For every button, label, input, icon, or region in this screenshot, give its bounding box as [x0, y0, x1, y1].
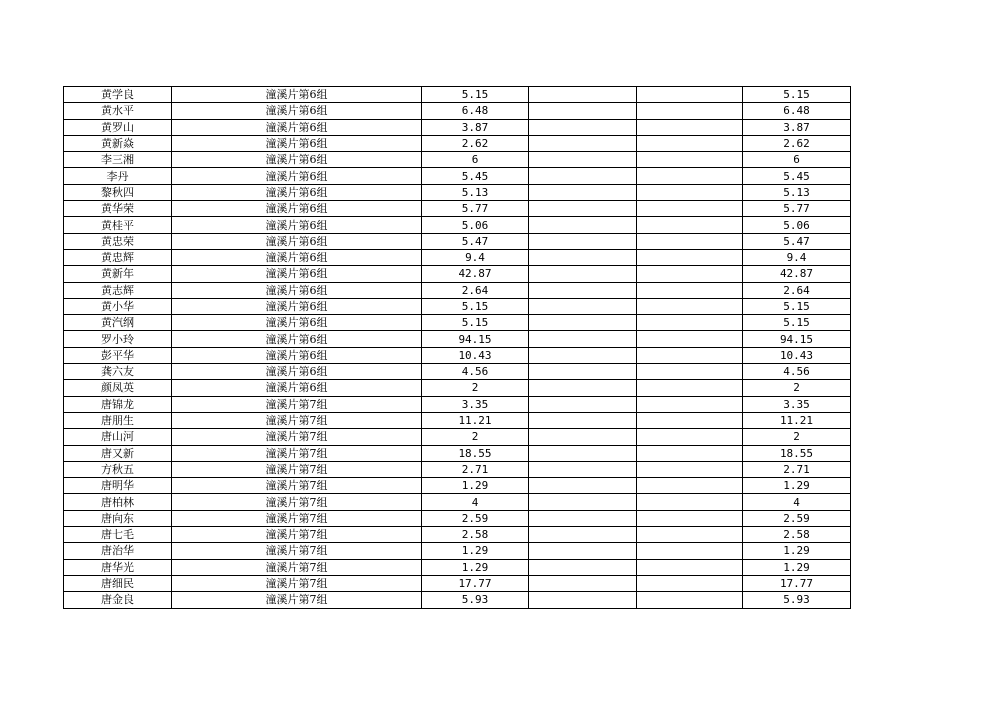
area-cell: 3.35	[422, 396, 529, 412]
group-cell: 潼溪片第7组	[172, 396, 422, 412]
table-row	[64, 461, 851, 477]
empty-cell	[529, 217, 637, 233]
total-cell: 9.4	[743, 249, 851, 265]
area-cell: 5.06	[422, 217, 529, 233]
group-cell: 潼溪片第6组	[172, 168, 422, 184]
area-cell: 17.77	[422, 575, 529, 591]
area-cell: 2.64	[422, 282, 529, 298]
total-cell: 42.87	[743, 266, 851, 282]
total-cell: 4	[743, 494, 851, 510]
group-cell: 潼溪片第6组	[172, 217, 422, 233]
empty-cell	[529, 396, 637, 412]
area-cell: 6.48	[422, 103, 529, 119]
empty-cell	[637, 103, 743, 119]
empty-cell	[637, 494, 743, 510]
table-row	[64, 135, 851, 151]
table-row	[64, 184, 851, 200]
empty-cell	[529, 412, 637, 428]
empty-cell	[637, 233, 743, 249]
area-cell: 1.29	[422, 478, 529, 494]
empty-cell	[529, 103, 637, 119]
name-cell: 黄华荣	[64, 201, 172, 217]
name-cell: 黄新年	[64, 266, 172, 282]
total-cell: 4.56	[743, 364, 851, 380]
table-row	[64, 103, 851, 119]
total-cell: 6.48	[743, 103, 851, 119]
empty-cell	[637, 412, 743, 428]
group-cell: 潼溪片第6组	[172, 249, 422, 265]
data-table	[63, 86, 851, 609]
table-row	[64, 331, 851, 347]
table-row	[64, 445, 851, 461]
empty-cell	[529, 282, 637, 298]
name-cell: 黄汽纲	[64, 315, 172, 331]
group-cell: 潼溪片第7组	[172, 543, 422, 559]
group-cell: 潼溪片第6组	[172, 135, 422, 151]
empty-cell	[637, 461, 743, 477]
table-row	[64, 575, 851, 591]
empty-cell	[637, 201, 743, 217]
area-cell: 2.58	[422, 527, 529, 543]
empty-cell	[637, 429, 743, 445]
area-cell: 2.71	[422, 461, 529, 477]
total-cell: 5.13	[743, 184, 851, 200]
table-row	[64, 201, 851, 217]
name-cell: 唐锦龙	[64, 396, 172, 412]
table-row	[64, 559, 851, 575]
empty-cell	[637, 87, 743, 103]
empty-cell	[529, 445, 637, 461]
total-cell: 3.87	[743, 119, 851, 135]
name-cell: 黄罗山	[64, 119, 172, 135]
empty-cell	[637, 168, 743, 184]
group-cell: 潼溪片第6组	[172, 298, 422, 314]
group-cell: 潼溪片第7组	[172, 575, 422, 591]
area-cell: 5.13	[422, 184, 529, 200]
name-cell: 黄小华	[64, 298, 172, 314]
name-cell: 唐明华	[64, 478, 172, 494]
group-cell: 潼溪片第6组	[172, 282, 422, 298]
total-cell: 5.15	[743, 298, 851, 314]
empty-cell	[529, 494, 637, 510]
total-cell: 5.45	[743, 168, 851, 184]
empty-cell	[529, 201, 637, 217]
table-row	[64, 543, 851, 559]
total-cell: 2	[743, 429, 851, 445]
total-cell: 1.29	[743, 543, 851, 559]
total-cell: 18.55	[743, 445, 851, 461]
name-cell: 龚六友	[64, 364, 172, 380]
total-cell: 5.93	[743, 592, 851, 608]
group-cell: 潼溪片第6组	[172, 233, 422, 249]
empty-cell	[637, 347, 743, 363]
total-cell: 5.15	[743, 87, 851, 103]
empty-cell	[529, 559, 637, 575]
area-cell: 2.59	[422, 510, 529, 526]
empty-cell	[637, 559, 743, 575]
name-cell: 黄志辉	[64, 282, 172, 298]
name-cell: 唐又新	[64, 445, 172, 461]
name-cell: 彭平华	[64, 347, 172, 363]
table-row	[64, 429, 851, 445]
empty-cell	[529, 152, 637, 168]
empty-cell	[637, 249, 743, 265]
empty-cell	[637, 478, 743, 494]
table-row	[64, 527, 851, 543]
name-cell: 颜凤英	[64, 380, 172, 396]
group-cell: 潼溪片第7组	[172, 527, 422, 543]
table-row	[64, 396, 851, 412]
group-cell: 潼溪片第7组	[172, 494, 422, 510]
group-cell: 潼溪片第6组	[172, 119, 422, 135]
empty-cell	[529, 87, 637, 103]
empty-cell	[529, 168, 637, 184]
total-cell: 17.77	[743, 575, 851, 591]
name-cell: 唐柏林	[64, 494, 172, 510]
group-cell: 潼溪片第6组	[172, 364, 422, 380]
empty-cell	[529, 266, 637, 282]
table-row	[64, 412, 851, 428]
name-cell: 罗小玲	[64, 331, 172, 347]
group-cell: 潼溪片第7组	[172, 559, 422, 575]
area-cell: 6	[422, 152, 529, 168]
group-cell: 潼溪片第6组	[172, 331, 422, 347]
group-cell: 潼溪片第6组	[172, 201, 422, 217]
area-cell: 10.43	[422, 347, 529, 363]
group-cell: 潼溪片第7组	[172, 461, 422, 477]
total-cell: 6	[743, 152, 851, 168]
area-cell: 9.4	[422, 249, 529, 265]
table-row	[64, 364, 851, 380]
empty-cell	[529, 364, 637, 380]
table-row	[64, 380, 851, 396]
area-cell: 4	[422, 494, 529, 510]
name-cell: 黎秋四	[64, 184, 172, 200]
empty-cell	[637, 298, 743, 314]
table-row	[64, 315, 851, 331]
table-row	[64, 119, 851, 135]
total-cell: 2.71	[743, 461, 851, 477]
group-cell: 潼溪片第6组	[172, 347, 422, 363]
empty-cell	[529, 510, 637, 526]
group-cell: 潼溪片第7组	[172, 429, 422, 445]
name-cell: 唐山河	[64, 429, 172, 445]
table-row	[64, 510, 851, 526]
empty-cell	[529, 315, 637, 331]
empty-cell	[637, 119, 743, 135]
table-row	[64, 494, 851, 510]
name-cell: 唐七毛	[64, 527, 172, 543]
empty-cell	[637, 396, 743, 412]
area-cell: 2	[422, 429, 529, 445]
empty-cell	[637, 592, 743, 608]
empty-cell	[529, 429, 637, 445]
group-cell: 潼溪片第7组	[172, 412, 422, 428]
area-cell: 1.29	[422, 559, 529, 575]
name-cell: 唐细民	[64, 575, 172, 591]
area-cell: 4.56	[422, 364, 529, 380]
name-cell: 黄新焱	[64, 135, 172, 151]
area-cell: 5.47	[422, 233, 529, 249]
name-cell: 李三湘	[64, 152, 172, 168]
total-cell: 2.62	[743, 135, 851, 151]
table-row	[64, 298, 851, 314]
group-cell: 潼溪片第7组	[172, 592, 422, 608]
empty-cell	[529, 135, 637, 151]
area-cell: 42.87	[422, 266, 529, 282]
area-cell: 11.21	[422, 412, 529, 428]
empty-cell	[529, 380, 637, 396]
table-row	[64, 87, 851, 103]
table-row	[64, 592, 851, 608]
empty-cell	[637, 315, 743, 331]
table-row	[64, 168, 851, 184]
area-cell: 5.15	[422, 87, 529, 103]
empty-cell	[529, 233, 637, 249]
empty-cell	[529, 347, 637, 363]
total-cell: 1.29	[743, 559, 851, 575]
empty-cell	[637, 135, 743, 151]
area-cell: 18.55	[422, 445, 529, 461]
empty-cell	[529, 478, 637, 494]
name-cell: 黄忠辉	[64, 249, 172, 265]
group-cell: 潼溪片第7组	[172, 510, 422, 526]
area-cell: 5.93	[422, 592, 529, 608]
name-cell: 黄学良	[64, 87, 172, 103]
group-cell: 潼溪片第6组	[172, 184, 422, 200]
name-cell: 唐朋生	[64, 412, 172, 428]
area-cell: 5.77	[422, 201, 529, 217]
total-cell: 1.29	[743, 478, 851, 494]
empty-cell	[637, 380, 743, 396]
empty-cell	[637, 445, 743, 461]
table-row	[64, 233, 851, 249]
name-cell: 唐金良	[64, 592, 172, 608]
total-cell: 10.43	[743, 347, 851, 363]
total-cell: 2.64	[743, 282, 851, 298]
total-cell: 2.58	[743, 527, 851, 543]
empty-cell	[529, 331, 637, 347]
area-cell: 2	[422, 380, 529, 396]
empty-cell	[529, 249, 637, 265]
table-row	[64, 478, 851, 494]
table-row	[64, 152, 851, 168]
total-cell: 5.77	[743, 201, 851, 217]
group-cell: 潼溪片第6组	[172, 152, 422, 168]
empty-cell	[529, 461, 637, 477]
empty-cell	[637, 527, 743, 543]
name-cell: 黄忠荣	[64, 233, 172, 249]
area-cell: 3.87	[422, 119, 529, 135]
empty-cell	[637, 152, 743, 168]
group-cell: 潼溪片第6组	[172, 266, 422, 282]
total-cell: 2	[743, 380, 851, 396]
empty-cell	[637, 184, 743, 200]
area-cell: 94.15	[422, 331, 529, 347]
empty-cell	[529, 575, 637, 591]
table-row	[64, 282, 851, 298]
area-cell: 5.15	[422, 298, 529, 314]
name-cell: 唐治华	[64, 543, 172, 559]
empty-cell	[637, 282, 743, 298]
table-row	[64, 266, 851, 282]
total-cell: 5.47	[743, 233, 851, 249]
area-cell: 5.15	[422, 315, 529, 331]
empty-cell	[637, 217, 743, 233]
area-cell: 1.29	[422, 543, 529, 559]
name-cell: 唐向东	[64, 510, 172, 526]
empty-cell	[529, 592, 637, 608]
table-body	[64, 87, 851, 609]
empty-cell	[637, 331, 743, 347]
group-cell: 潼溪片第6组	[172, 315, 422, 331]
table-row	[64, 217, 851, 233]
empty-cell	[637, 510, 743, 526]
empty-cell	[529, 543, 637, 559]
empty-cell	[637, 575, 743, 591]
total-cell: 5.06	[743, 217, 851, 233]
group-cell: 潼溪片第6组	[172, 380, 422, 396]
table-row	[64, 347, 851, 363]
group-cell: 潼溪片第7组	[172, 445, 422, 461]
total-cell: 2.59	[743, 510, 851, 526]
empty-cell	[529, 119, 637, 135]
name-cell: 李丹	[64, 168, 172, 184]
total-cell: 11.21	[743, 412, 851, 428]
empty-cell	[637, 266, 743, 282]
empty-cell	[637, 364, 743, 380]
empty-cell	[529, 298, 637, 314]
group-cell: 潼溪片第7组	[172, 478, 422, 494]
total-cell: 94.15	[743, 331, 851, 347]
name-cell: 黄水平	[64, 103, 172, 119]
total-cell: 5.15	[743, 315, 851, 331]
total-cell: 3.35	[743, 396, 851, 412]
name-cell: 黄桂平	[64, 217, 172, 233]
name-cell: 唐华光	[64, 559, 172, 575]
table-row	[64, 249, 851, 265]
empty-cell	[529, 184, 637, 200]
empty-cell	[637, 543, 743, 559]
name-cell: 方秋五	[64, 461, 172, 477]
group-cell: 潼溪片第6组	[172, 103, 422, 119]
empty-cell	[529, 527, 637, 543]
area-cell: 5.45	[422, 168, 529, 184]
area-cell: 2.62	[422, 135, 529, 151]
group-cell: 潼溪片第6组	[172, 87, 422, 103]
